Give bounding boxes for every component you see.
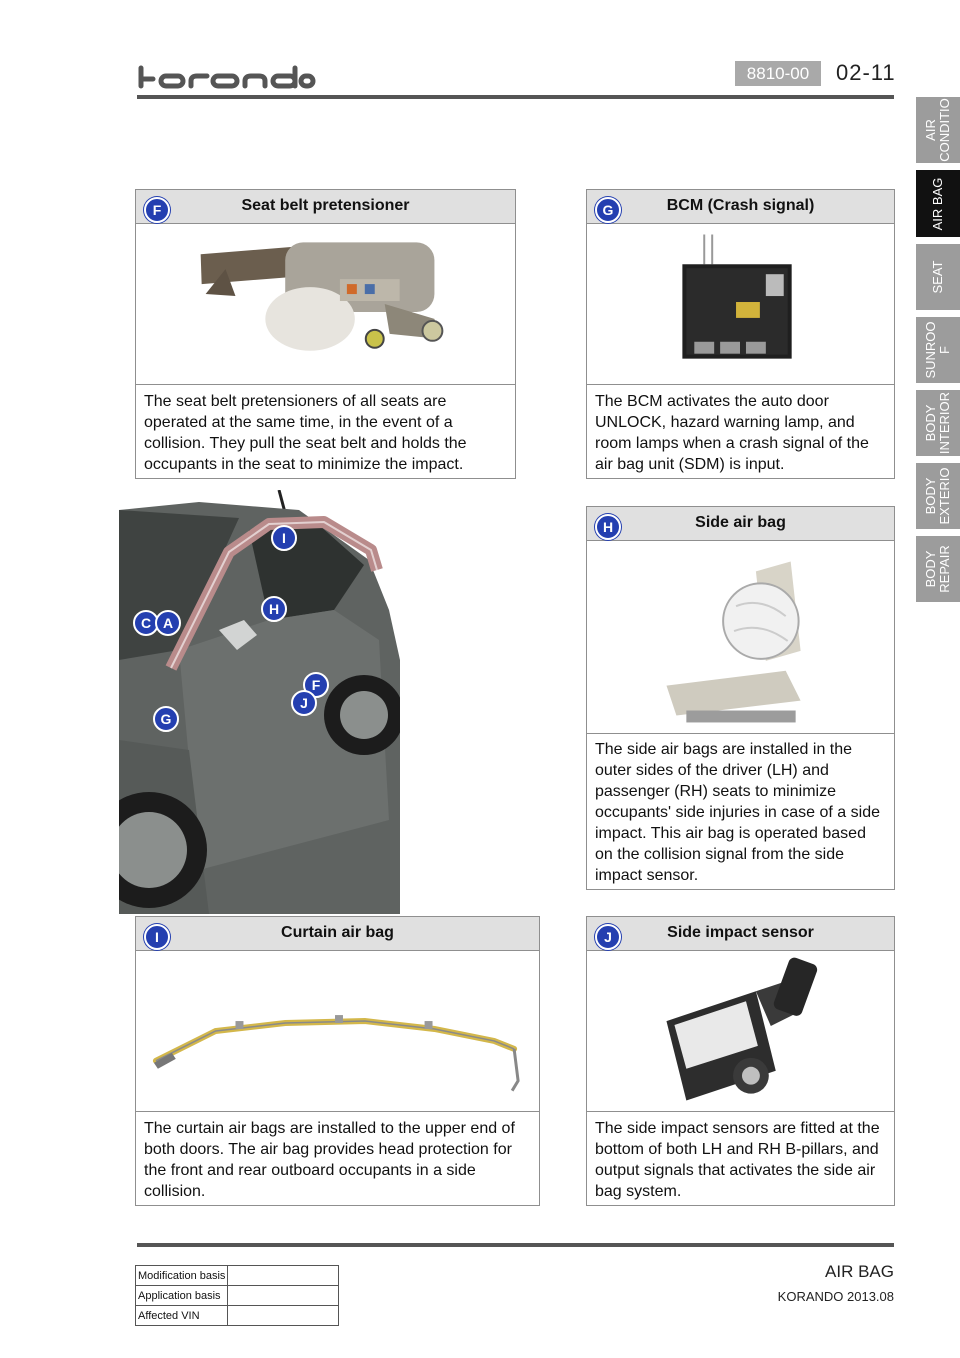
table-row — [136, 1306, 339, 1326]
panel-side-impact-sensor — [586, 916, 895, 1206]
revision-value — [228, 1286, 339, 1306]
panel-curtain-air-bag — [135, 916, 540, 1206]
panel-header — [587, 190, 894, 224]
panel-description: The side air bags are installed in the outer sides of the driver (LH) and passenger (RH) seats to minimize occupants' side injuries in case of a side impact. This air bag is operated based on the collision signal from the side impact sensor. — [595, 741, 880, 884]
revision-label: Affected VIN — [136, 1306, 228, 1326]
marker-j: J — [291, 690, 317, 716]
panel-description: The seat belt pretensioners of all seats are operated at the same time, in the event of a collision. They pull the seat belt and holds the occupants in the seat to minimize the impact. — [144, 393, 467, 473]
brand-text: korando — [137, 91, 141, 92]
marker-i: I — [271, 525, 297, 551]
panel-description: The side impact sensors are fitted at the bottom of both LH and RH B-pillars, and output signals that activates the side air bag system. — [595, 1120, 880, 1200]
section-code-badge: 8810-00 — [735, 61, 821, 86]
bcm-module-image — [587, 224, 894, 385]
marker-a: A — [155, 610, 181, 636]
revision-label: Application basis — [136, 1286, 228, 1306]
marker-h: H — [261, 596, 287, 622]
tab-body-repair[interactable]: BODY REPAIR — [916, 536, 960, 602]
page-number: 02-11 — [836, 60, 896, 85]
side-air-bag-image — [587, 541, 894, 734]
header-rule — [137, 95, 894, 99]
tab-body-exterior[interactable]: BODY EXTERIO — [916, 463, 960, 529]
tab-air-bag[interactable]: AIR BAG — [916, 170, 960, 237]
panel-header — [136, 917, 539, 951]
table-row — [136, 1286, 339, 1306]
revision-table — [135, 1265, 339, 1326]
vehicle-airbag-location-photo — [119, 490, 400, 914]
panel-title: Seat belt pretensioner — [241, 197, 410, 214]
tab-air-conditioning[interactable]: AIR CONDITIO — [916, 97, 960, 163]
label-badge-i: I — [144, 924, 170, 950]
label-badge-j: J — [595, 924, 621, 950]
marker-c: C — [133, 610, 159, 636]
curtain-air-bag-image — [136, 951, 539, 1112]
tab-sunroof[interactable]: SUNROO F — [916, 317, 960, 383]
panel-header — [587, 917, 894, 951]
label-badge-g: G — [595, 197, 621, 223]
footer-model-date: KORANDO 2013.08 — [777, 1289, 894, 1304]
revision-value — [228, 1266, 339, 1286]
seat-belt-pretensioner-image — [136, 224, 515, 385]
panel-header — [587, 507, 894, 541]
marker-g: G — [153, 706, 179, 732]
label-badge-f: F — [144, 197, 170, 223]
panel-title: Side impact sensor — [667, 924, 814, 941]
panel-description: The BCM activates the auto door UNLOCK, hazard warning lamp, and room lamps when a crash signal of the air bag unit (SDM) is input. — [595, 393, 869, 473]
panel-side-air-bag — [586, 506, 895, 890]
table-row — [136, 1266, 339, 1286]
panel-header — [136, 190, 515, 224]
panel-title: Side air bag — [695, 514, 786, 531]
tab-seat[interactable]: SEAT — [916, 244, 960, 310]
panel-description: The curtain air bags are installed to the upper end of both doors. The air bag provides head protection for the front and rear outboard occupants in a side collision. — [144, 1120, 515, 1200]
panel-title: Curtain air bag — [281, 924, 394, 941]
panel-title: BCM (Crash signal) — [666, 197, 815, 214]
marker-f: F — [303, 672, 329, 698]
tab-body-interior[interactable]: BODY INTERIOR — [916, 390, 960, 456]
side-impact-sensor-image — [587, 951, 894, 1112]
panel-seat-belt-pretensioner — [135, 189, 516, 479]
panel-bcm-crash-signal — [586, 189, 895, 479]
korando-logo — [137, 62, 317, 92]
footer-rule — [137, 1243, 894, 1247]
label-badge-h: H — [595, 514, 621, 540]
revision-label: Modification basis — [136, 1266, 228, 1286]
revision-value — [228, 1306, 339, 1326]
footer-section-title: AIR BAG — [825, 1262, 894, 1281]
